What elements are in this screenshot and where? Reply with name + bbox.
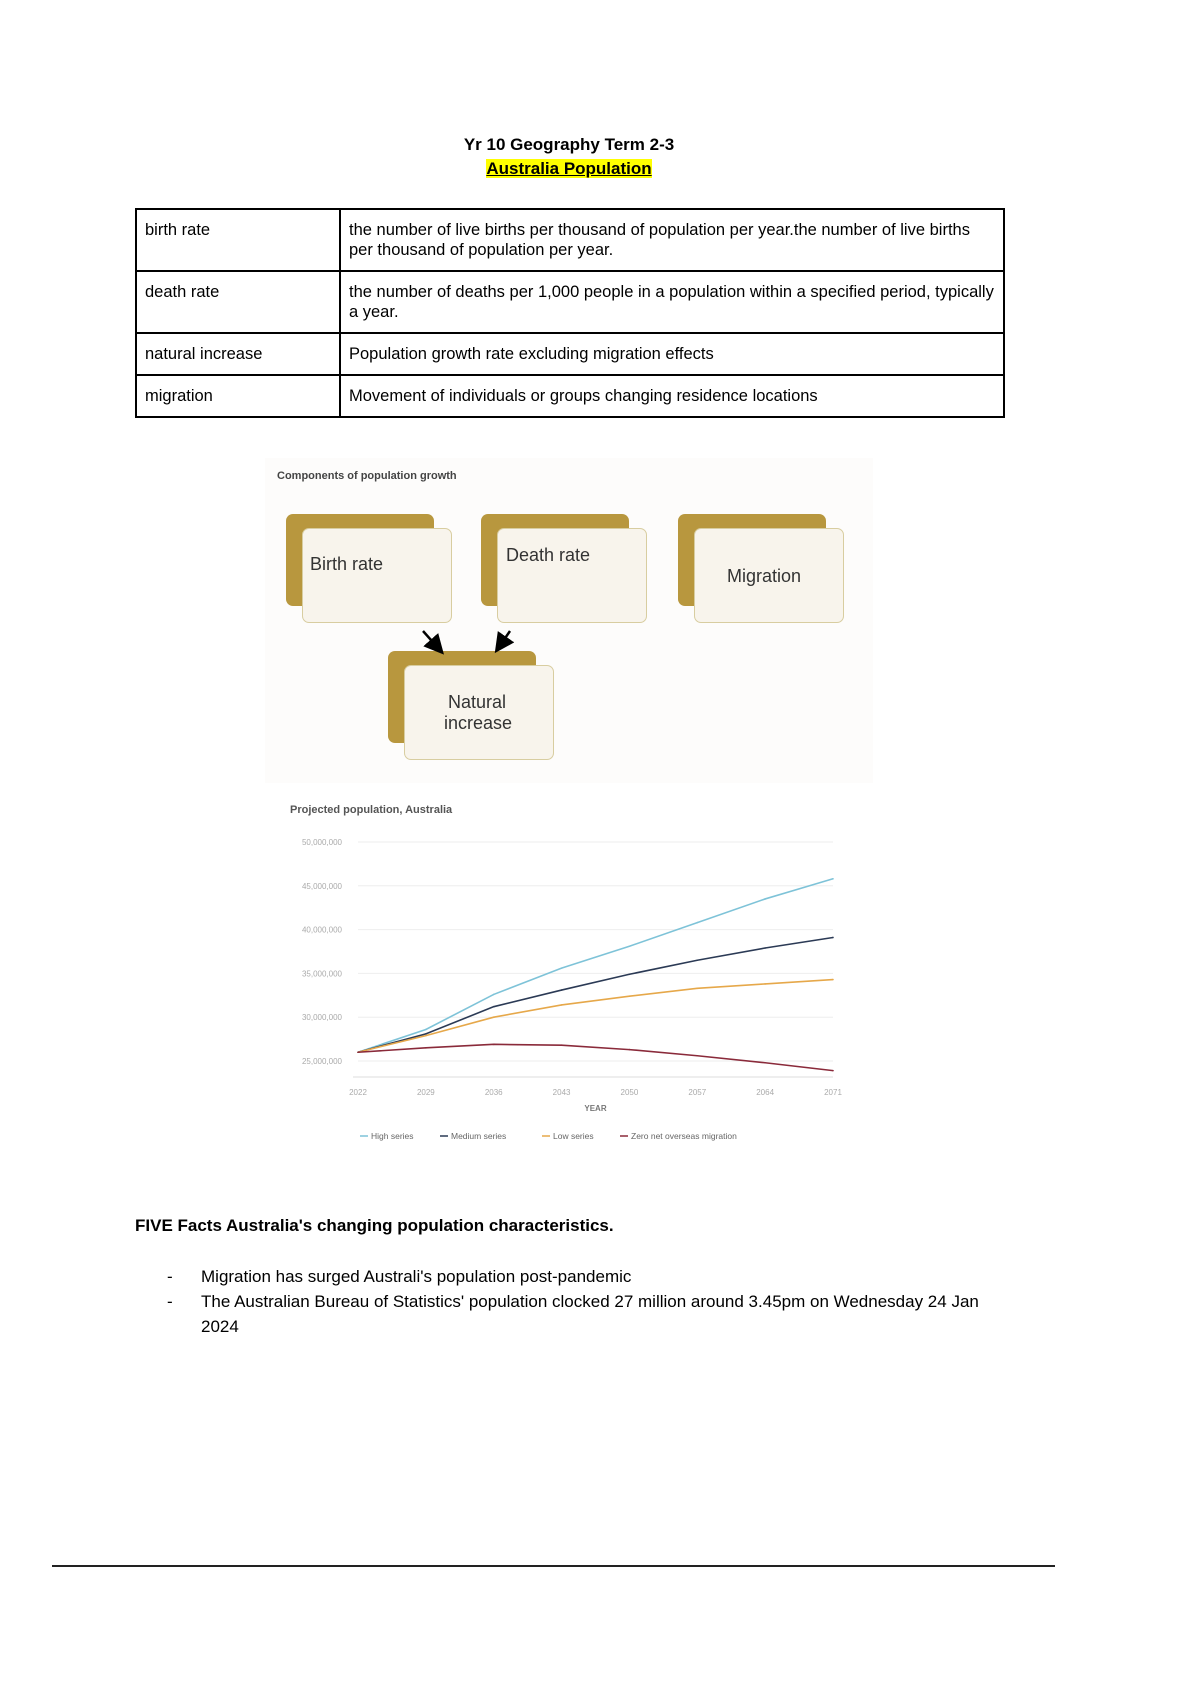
facts-heading: FIVE Facts Australia's changing population characteristics. [135, 1216, 614, 1235]
data-point [629, 1049, 631, 1051]
data-point [561, 1044, 563, 1046]
data-point [561, 967, 563, 969]
x-tick-label: 2022 [349, 1088, 367, 1097]
data-point [425, 1035, 427, 1037]
x-tick-label: 2064 [756, 1088, 775, 1097]
data-point [764, 983, 766, 985]
data-point [425, 1033, 427, 1035]
table-row [136, 209, 1004, 271]
subtitle-highlight: Australia Population [486, 159, 652, 178]
data-point [764, 1062, 766, 1064]
data-point [425, 1029, 427, 1031]
table-row [136, 271, 1004, 333]
table-row [136, 333, 1004, 375]
glossary-table [135, 208, 1005, 418]
legend-label: Low series [553, 1131, 594, 1141]
chart-svg [280, 795, 860, 1155]
definition-cell: Movement of individuals or groups changing residence locations [340, 375, 1004, 417]
arrow-icon [499, 631, 510, 647]
box-label: Death rate [506, 545, 591, 565]
y-tick-label: 25,000,000 [301, 1057, 342, 1066]
data-point [696, 922, 698, 924]
data-point [561, 989, 563, 991]
box-label: Natural [448, 692, 507, 712]
data-point [493, 1044, 495, 1046]
diagram-title: Components of population growth [277, 470, 457, 482]
x-axis-label: YEAR [584, 1104, 607, 1113]
facts-list [165, 1264, 1005, 1339]
chart-title: Projected population, Australia [290, 804, 453, 816]
list-item: - Migration has surged Australi's population post-pandemic [165, 1264, 1005, 1289]
document-subtitle [0, 159, 1138, 179]
arrow-icon [423, 631, 439, 649]
data-point [832, 937, 834, 939]
box-label: increase [444, 713, 513, 733]
data-point [561, 1004, 563, 1006]
footer-divider [52, 1565, 1055, 1567]
data-point [629, 945, 631, 947]
term-cell: natural increase [136, 333, 340, 375]
list-item: - The Australian Bureau of Statistics' population clocked 27 million around 3.45pm on Wednesday 24 Jan 2024 [165, 1289, 1005, 1339]
data-point [357, 1051, 359, 1053]
term-cell: death rate [136, 271, 340, 333]
legend-label: Medium series [451, 1131, 507, 1141]
x-tick-label: 2071 [824, 1088, 842, 1097]
y-tick-label: 30,000,000 [301, 1013, 342, 1023]
table-row [136, 375, 1004, 417]
data-point [629, 995, 631, 997]
series-line-3 [358, 1044, 833, 1070]
x-tick-label: 2029 [416, 1088, 435, 1097]
document-title: Yr 10 Geography Term 2-3 [463, 135, 675, 154]
term-cell: birth rate [136, 209, 340, 271]
data-point [832, 878, 834, 880]
x-tick-label: 2057 [688, 1088, 707, 1097]
population-components-diagram [265, 458, 873, 783]
y-tick-label: 35,000,000 [301, 969, 342, 979]
y-tick-label: 50,000,000 [301, 838, 342, 847]
legend-label: Zero net overseas migration [631, 1131, 737, 1141]
definition-cell: Population growth rate excluding migration effects [340, 333, 1004, 375]
y-tick-label: 40,000,000 [301, 925, 342, 935]
data-point [832, 979, 834, 981]
data-point [696, 987, 698, 989]
data-point [493, 1006, 495, 1008]
data-point [696, 959, 698, 961]
x-tick-label: 2050 [620, 1088, 639, 1097]
data-point [493, 1016, 495, 1018]
x-tick-label: 2043 [552, 1088, 571, 1097]
definition-cell: the number of live births per thousand of population per year.the number of live births per thousand of population per year. [340, 209, 1004, 271]
data-point [832, 1070, 834, 1072]
series-line-0 [358, 879, 833, 1052]
arrows [265, 458, 873, 783]
definition-cell: the number of deaths per 1,000 people in a population within a specified period, typically a year. [340, 271, 1004, 333]
data-point [493, 994, 495, 996]
series-line-2 [358, 980, 833, 1053]
data-point [425, 1047, 427, 1049]
y-tick-label: 45,000,000 [301, 881, 342, 891]
projected-population-chart [280, 795, 860, 1155]
data-point [696, 1055, 698, 1057]
legend-label: High series [371, 1131, 414, 1141]
data-point [764, 947, 766, 949]
box-label: Birth rate [310, 554, 384, 574]
data-point [764, 898, 766, 900]
data-point [629, 973, 631, 975]
box-label: Migration [727, 566, 802, 586]
term-cell: migration [136, 375, 340, 417]
x-tick-label: 2036 [484, 1088, 503, 1097]
